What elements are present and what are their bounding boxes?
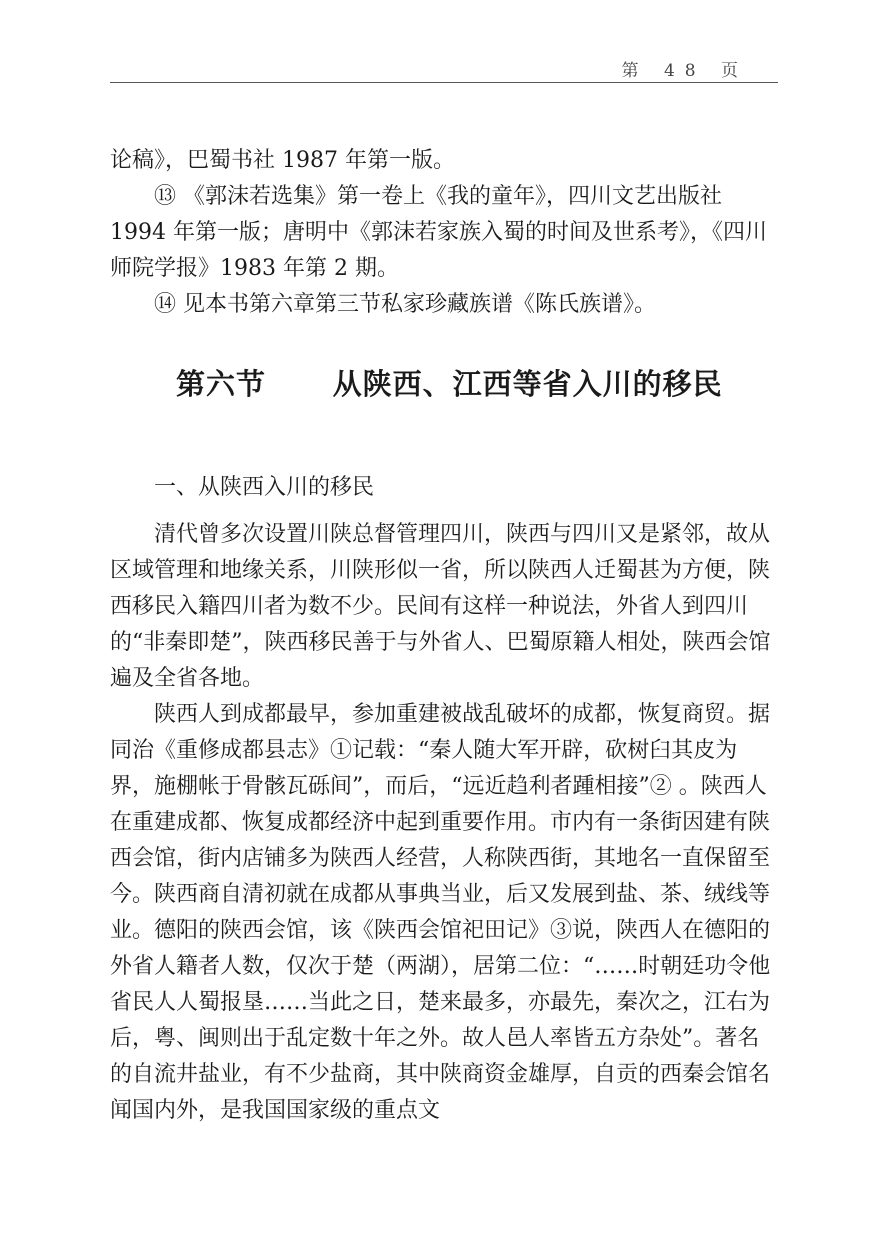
subsection-heading: 一、从陕西入川的移民 [154, 475, 375, 500]
footnote-14: ⑭ 见本书第六章第三节私家珍藏族谱《陈氏族谱》。 [154, 292, 656, 317]
page-number: 第 48 页 [621, 61, 748, 81]
page-header [110, 50, 778, 83]
body-paragraph: 陕西人到成都最早，参加重建被战乱破坏的成都，恢复商贸。据同治《重修成都县志》①记载：“秦人随大军开辟，砍树臼其皮为界，施棚帐于骨骸瓦砾间”，而后，“远近趋利者踵相接”② 。陕西人在重建成都、恢复成都经济中起到重要作用。市内有一条街因建有陕西会馆，街内店铺多为陕西人经营，人称陕西街，其地名一直保留至今。陕西商自清初就在成都从事典当业，后又发展到盐、茶、绒线等业。德阳的陕西会馆，该《陕西会馆祀田记》③说，陕西人在德阳的外省人籍者人数，仅次于楚（两湖），居第二位：“……时朝廷功令他省民人人蜀报垦……当此之日，楚来最多，亦最先，秦次之，江右为后，粤、闽则出于乱定数十年之外。故人邑人率皆五方杂处”。著名的自流井盐业，有不少盐商，其中陕商资金雄厚，自贡的西秦会馆名闻国内外，是我国国家级的重点文 [110, 702, 771, 1123]
body-paragraph: 清代曾多次设置川陕总督管理四川，陕西与四川又是紧邻，故从区域管理和地缘关系，川陕形似一省，所以陕西人迁蜀甚为方便，陕西移民入籍四川者为数不少。民间有这样一种说法，外省人到四川的“非秦即楚”，陕西移民善于与外省人、巴蜀原籍人相处，陕西会馆遍及全省各地。 [110, 522, 771, 691]
section-title: 第六节 从陕西、江西等省入川的移民 [176, 367, 723, 401]
footnote-continuation: 论稿》，巴蜀书社 1987 年第一版。 [110, 148, 455, 173]
footnote-13: ⑬ 《郭沫若选集》第一卷上《我的童年》，四川文艺出版社 1994 年第一版；唐明中《郭沫若家族入蜀的时间及世系考》，《四川师院学报》1983 年第 2 期。 [110, 184, 767, 281]
